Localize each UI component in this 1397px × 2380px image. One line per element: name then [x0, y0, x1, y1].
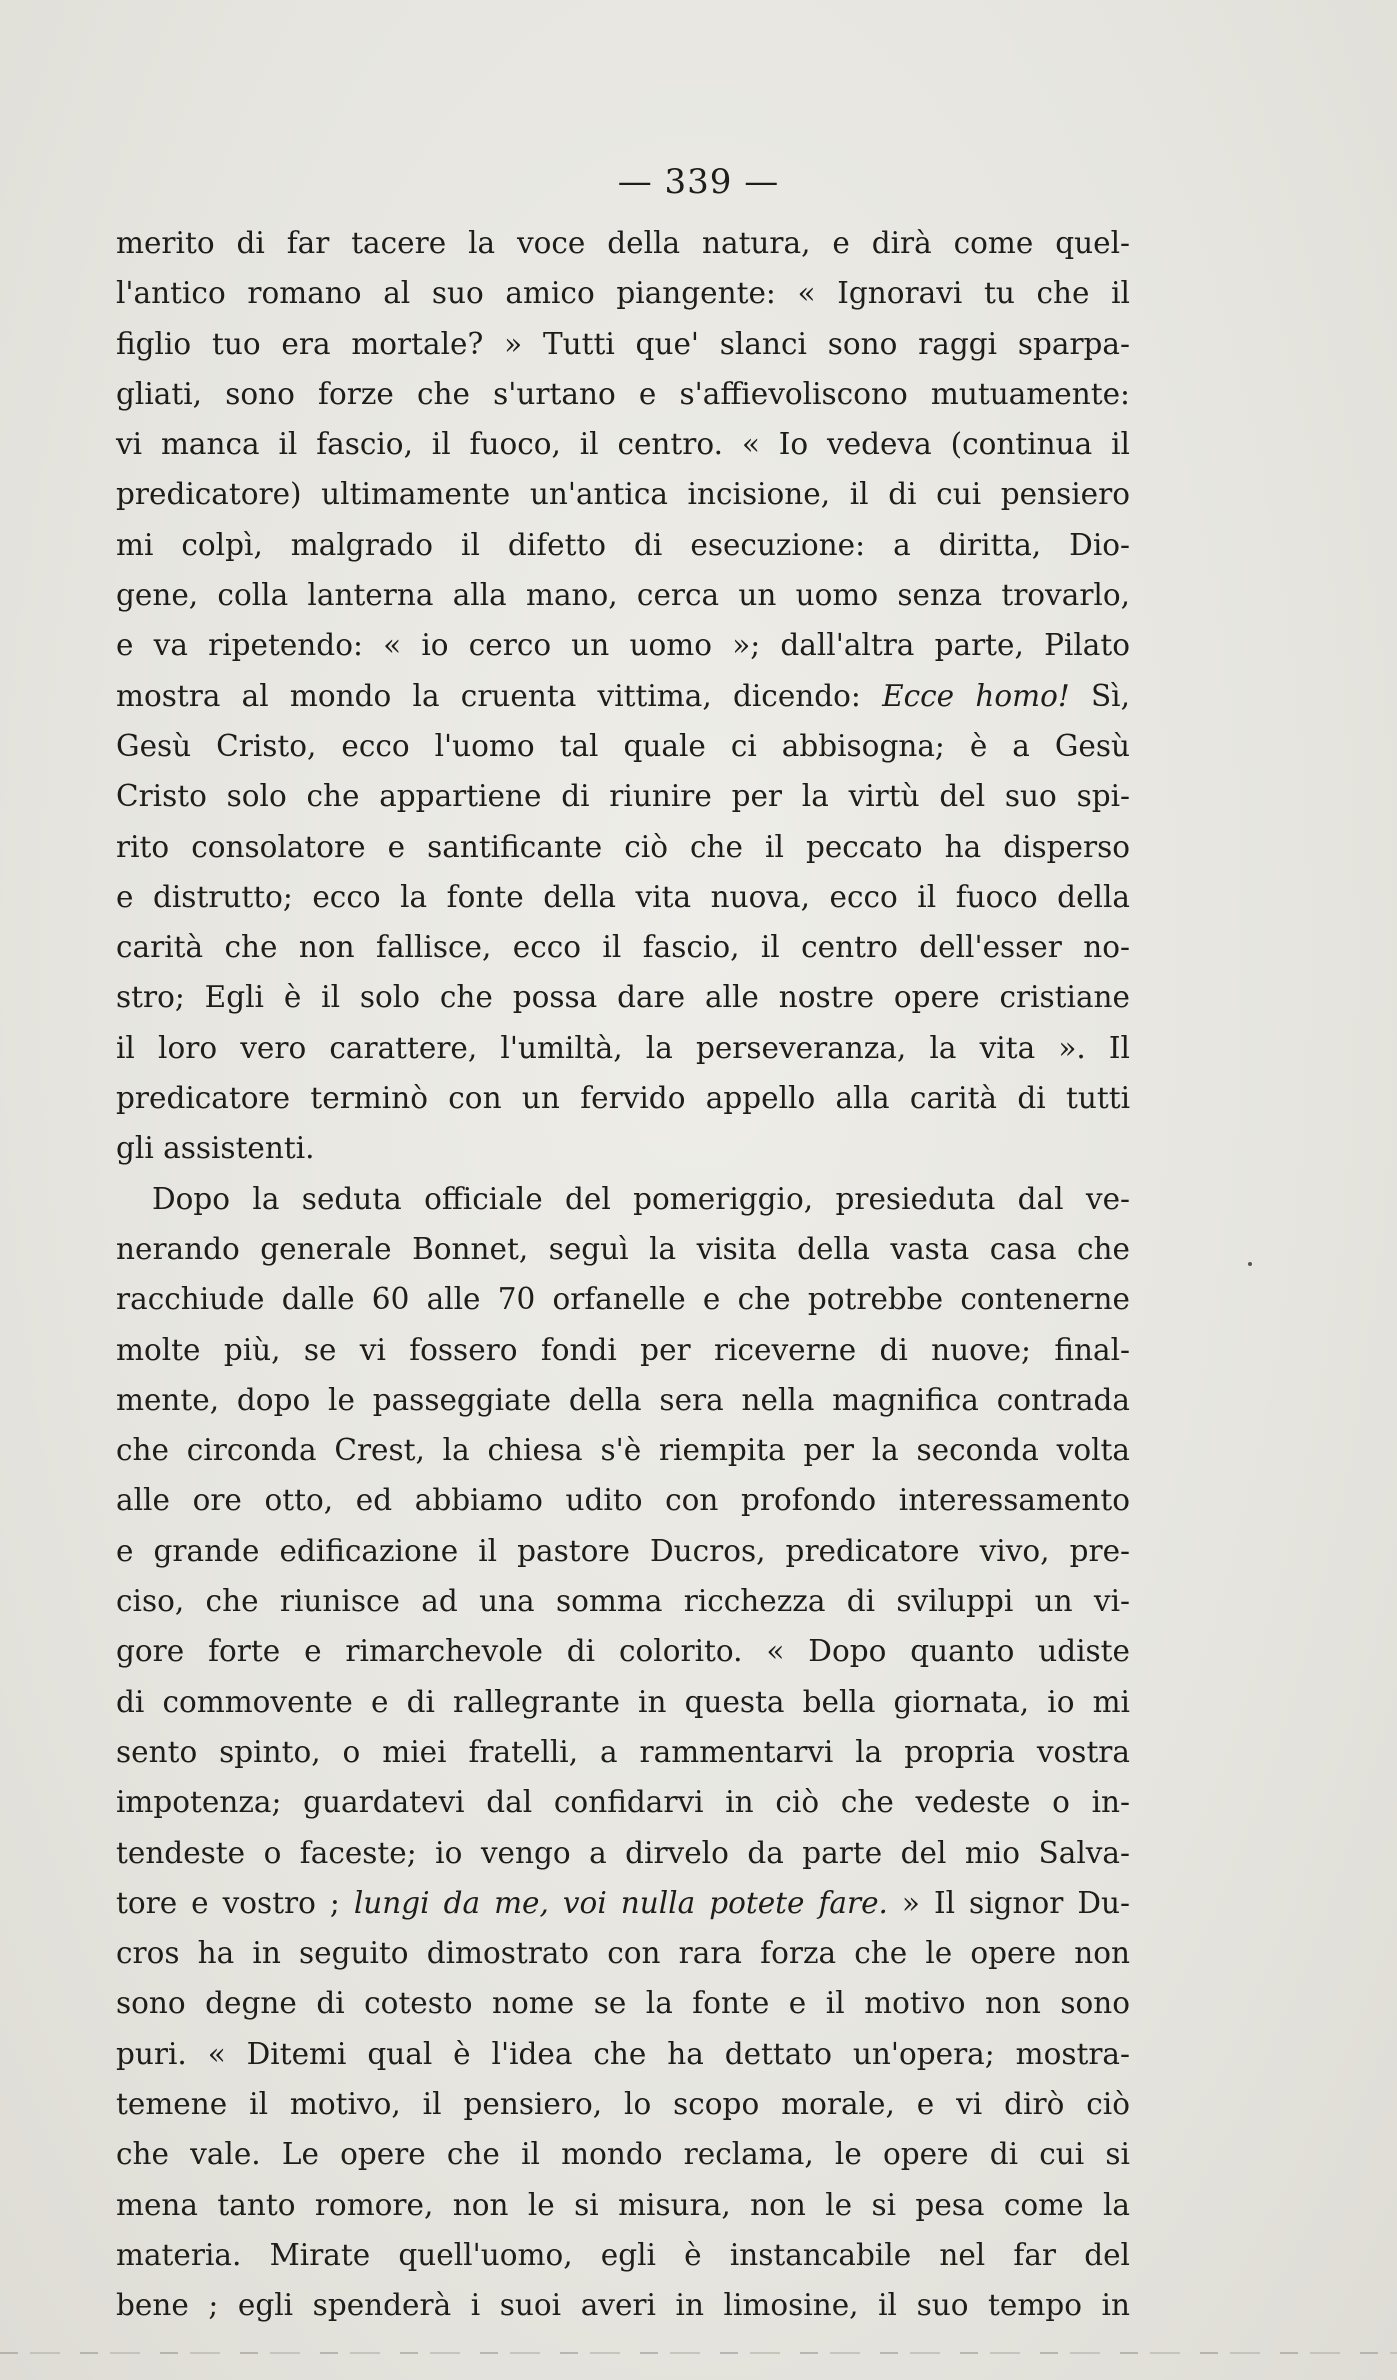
text-line: alle ore otto, ed abbiamo udito con profondo interessamento [116, 1483, 1130, 1518]
text-line: cros ha in seguito dimostrato con rara forza che le opere non [116, 1936, 1130, 1971]
text-line: di commovente e di rallegrante in questa bella giornata, io mi [116, 1684, 1130, 1719]
text-line: Gesù Cristo, ecco l'uomo tal quale ci abbisogna; è a Gesù [116, 728, 1130, 763]
text-line: impotenza; guardatevi dal confidarvi in ciò che vedeste o in- [116, 1785, 1130, 1820]
text-line: carità che non fallisce, ecco il fascio, il centro dell'esser no- [116, 930, 1130, 965]
text-line: che circonda Crest, la chiesa s'è riempita per la seconda volta [116, 1433, 1130, 1468]
text-line: puri. « Ditemi qual è l'idea che ha dettato un'opera; mostra- [116, 2036, 1130, 2071]
text-line: bene ; egli spenderà i suoi averi in limosine, il suo tempo in [116, 2288, 1130, 2323]
text-line: sento spinto, o miei fratelli, a rammentarvi la propria vostra [116, 1734, 1130, 1769]
text-line: mena tanto romore, non le si misura, non le si pesa come la [116, 2187, 1130, 2222]
text-line: stro; Egli è il solo che possa dare alle nostre opere cristiane [116, 980, 1130, 1015]
scan-edge-artifact [0, 2352, 1397, 2354]
text-line: Cristo solo che appartiene di riunire per la virtù del suo spi- [116, 779, 1130, 814]
text-line: predicatore terminò con un fervido appello alla carità di tutti [116, 1081, 1130, 1116]
text-line: nerando generale Bonnet, seguì la visita della vasta casa che [116, 1231, 1130, 1266]
paper-speck [1248, 1262, 1252, 1266]
text-line: vi manca il fascio, il fuoco, il centro. « Io vedeva (continua il [116, 427, 1130, 462]
text-line: temene il motivo, il pensiero, lo scopo morale, e vi dirò ciò [116, 2086, 1130, 2121]
text-run: tore e vostro ; [116, 1885, 354, 1920]
text-line: tendeste o faceste; io vengo a dirvelo da parte del mio Salva- [116, 1835, 1130, 1870]
text-line-lungi-da-me [116, 1878, 1130, 1928]
text-line: materia. Mirate quell'uomo, egli è instancabile nel far del [116, 2237, 1130, 2272]
text-line: gore forte e rimarchevole di colorito. « Dopo quanto udiste [116, 1634, 1130, 1669]
text-line: figlio tuo era mortale? » Tutti que' slanci sono raggi sparpa- [116, 326, 1130, 361]
text-line: che vale. Le opere che il mondo reclama, le opere di cui si [116, 2137, 1130, 2172]
text-line-paragraph-end: gli assistenti. [116, 1131, 315, 1166]
text-line: gliati, sono forze che s'urtano e s'affievoliscono mutuamente: [116, 376, 1130, 411]
text-line: rito consolatore e santificante ciò che il peccato ha disperso [116, 829, 1130, 864]
text-line: mi colpì, malgrado il difetto di esecuzione: a diritta, Dio- [116, 527, 1130, 562]
page-number: — 339 — [617, 162, 780, 202]
text-line: e grande edificazione il pastore Ducros, predicatore vivo, pre- [116, 1533, 1130, 1568]
text-line: merito di far tacere la voce della natura, e dirà come quel- [116, 226, 1130, 260]
body-text [116, 218, 1130, 2330]
text-line: ciso, che riunisce ad una somma ricchezza di sviluppi un vi- [116, 1584, 1130, 1619]
text-line: racchiude dalle 60 alle 70 orfanelle e che potrebbe contenerne [116, 1282, 1130, 1317]
text-line-paragraph-start: Dopo la seduta officiale del pomeriggio, presieduta dal ve- [152, 1181, 1130, 1216]
text-line: predicatore) ultimamente un'antica incisione, il di cui pensiero [116, 477, 1130, 512]
text-run: Sì, [1069, 678, 1130, 713]
text-line: il loro vero carattere, l'umiltà, la perseveranza, la vita ». Il [116, 1030, 1130, 1065]
text-line-ecce-homo [116, 671, 1130, 721]
text-line: molte più, se vi fossero fondi per riceverne di nuove; final- [116, 1332, 1130, 1367]
italic-quote-ecce-homo: Ecce homo! [882, 678, 1070, 713]
text-line: e va ripetendo: « io cerco un uomo »; dall'altra parte, Pilato [116, 628, 1130, 663]
text-line: sono degne di cotesto nome se la fonte e il motivo non sono [116, 1986, 1130, 2021]
text-run: mostra al mondo la cruenta vittima, dicendo: [116, 678, 883, 713]
italic-quote-lungi-da-me: lungi da me, voi nulla potete fare. [353, 1885, 888, 1920]
text-line: mente, dopo le passeggiate della sera nella magnifica contrada [116, 1382, 1130, 1417]
text-line: l'antico romano al suo amico piangente: « Ignoravi tu che il [116, 276, 1130, 311]
text-line: e distrutto; ecco la fonte della vita nuova, ecco il fuoco della [116, 879, 1130, 914]
text-line: gene, colla lanterna alla mano, cerca un uomo senza trovarlo, [116, 578, 1130, 613]
text-run: » Il signor Du- [887, 1885, 1130, 1920]
